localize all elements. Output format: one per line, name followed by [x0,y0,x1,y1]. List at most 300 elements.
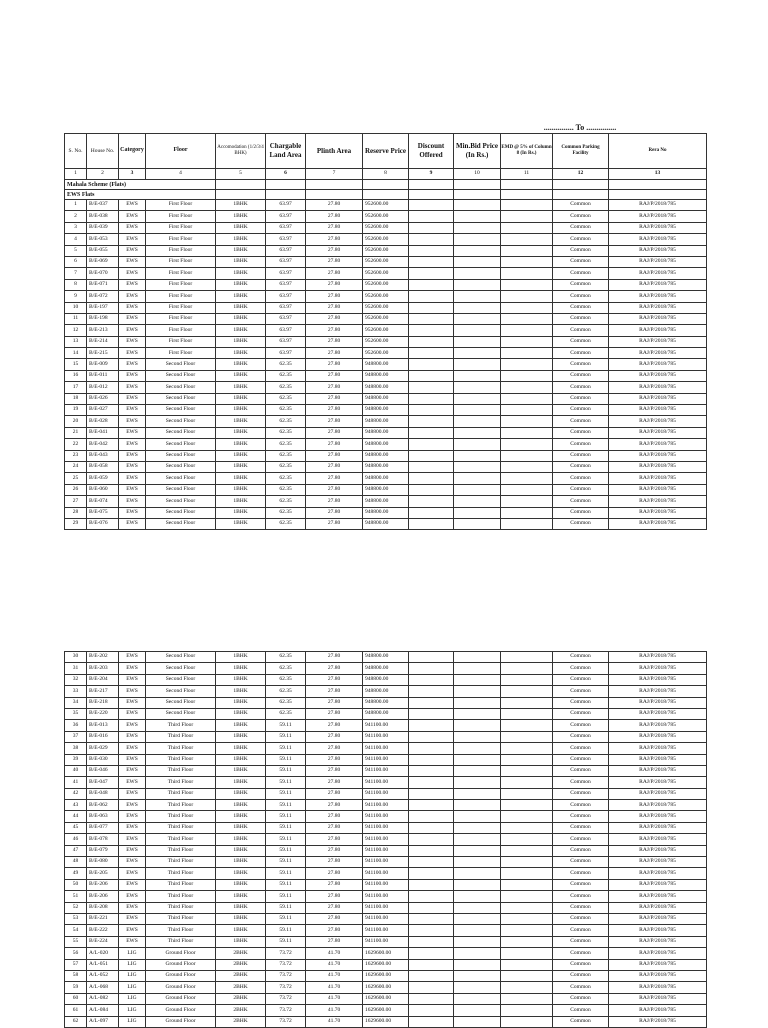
cell-emd [501,291,553,302]
cell-category: EWS [119,663,146,674]
cell-parking: Common [553,993,609,1004]
cell-plinth-area: 27.80 [306,313,363,324]
cell-min-bid [454,450,501,461]
cell-discount [409,211,454,222]
cell-floor: Third Floor [146,857,216,868]
cell-house-no: B/E-222 [87,925,119,936]
cell-accommodation: 2BHK [216,959,266,970]
cell-land-area: 62.35 [266,686,306,697]
cell-sno: 13 [65,336,87,347]
cell-rera-no: RAJ/P/2018/785 [609,211,707,222]
cell-reserve-price: 948800.00 [363,359,409,370]
cell-emd [501,879,553,890]
table-row [65,461,707,472]
cell-plinth-area: 27.80 [306,405,363,416]
cell-house-no: A/L-020 [87,948,119,959]
cell-house-no: B/E-012 [87,382,119,393]
cell-accommodation: 1BHK [216,822,266,833]
cell-plinth-area: 27.80 [306,245,363,256]
cell-accommodation: 1BHK [216,211,266,222]
cell-emd [501,393,553,404]
cell-min-bid [454,777,501,788]
cell-plinth-area: 27.80 [306,518,363,529]
cell-reserve-price: 941100.00 [363,743,409,754]
cell-floor: First Floor [146,279,216,290]
cell-reserve-price: 1629600.00 [363,982,409,993]
cell-reserve-price: 952600.00 [363,256,409,267]
cell-emd [501,948,553,959]
cell-category: EWS [119,336,146,347]
cell-rera-no: RAJ/P/2018/785 [609,359,707,370]
table-row [65,891,707,902]
cell-emd [501,811,553,822]
cell-accommodation: 1BHK [216,245,266,256]
cell-plinth-area: 41.70 [306,982,363,993]
cell-min-bid [454,496,501,507]
cell-plinth-area: 27.80 [306,393,363,404]
cell-min-bid [454,325,501,336]
cell-reserve-price: 941100.00 [363,902,409,913]
cell-rera-no: RAJ/P/2018/785 [609,800,707,811]
cell-emd [501,845,553,856]
cell-emd [501,370,553,381]
table-row [65,652,707,663]
cell-emd [501,765,553,776]
cell-parking: Common [553,879,609,890]
cell-land-area: 59.11 [266,834,306,845]
cell-reserve-price: 1629600.00 [363,1016,409,1027]
cell-discount [409,370,454,381]
cell-emd [501,461,553,472]
cell-category: EWS [119,222,146,233]
cell-floor: First Floor [146,348,216,359]
cell-min-bid [454,708,501,719]
cell-rera-no: RAJ/P/2018/785 [609,959,707,970]
cell-parking: Common [553,211,609,222]
cell-category: LIG [119,1005,146,1016]
cell-parking: Common [553,743,609,754]
cell-reserve-price: 1629600.00 [363,970,409,981]
cell-rera-no: RAJ/P/2018/785 [609,708,707,719]
cell-rera-no: RAJ/P/2018/785 [609,450,707,461]
cell-sno: 57 [65,959,87,970]
cell-floor: Third Floor [146,925,216,936]
cell-category: EWS [119,879,146,890]
cell-plinth-area: 41.70 [306,970,363,981]
cell-accommodation: 1BHK [216,325,266,336]
cell-rera-no: RAJ/P/2018/785 [609,822,707,833]
cell-floor: First Floor [146,336,216,347]
cell-accommodation: 2BHK [216,948,266,959]
cell-plinth-area: 27.80 [306,902,363,913]
cell-category: EWS [119,256,146,267]
cell-land-area: 59.11 [266,731,306,742]
cell-plinth-area: 41.70 [306,1005,363,1016]
table-row [65,777,707,788]
cell-plinth-area: 27.80 [306,652,363,663]
cell-accommodation: 1BHK [216,382,266,393]
cell-sno: 32 [65,674,87,685]
cell-discount [409,359,454,370]
cell-house-no: A/L-052 [87,970,119,981]
cell-land-area: 62.35 [266,359,306,370]
cell-rera-no: RAJ/P/2018/785 [609,948,707,959]
cell-parking: Common [553,439,609,450]
cell-emd [501,868,553,879]
cell-house-no: A/L-097 [87,1016,119,1027]
cell-house-no: A/L-082 [87,993,119,1004]
section-scheme-row [65,180,707,190]
cell-accommodation: 1BHK [216,868,266,879]
cell-rera-no: RAJ/P/2018/785 [609,765,707,776]
cell-category: EWS [119,811,146,822]
cell-sno: 31 [65,663,87,674]
cell-discount [409,788,454,799]
cell-land-area: 62.35 [266,439,306,450]
cell-emd [501,902,553,913]
table-row [65,948,707,959]
cell-reserve-price: 941100.00 [363,913,409,924]
cell-house-no: B/E-041 [87,427,119,438]
column-number-13: 13 [609,169,707,180]
cell-floor: Second Floor [146,674,216,685]
table-row [65,754,707,765]
cell-min-bid [454,765,501,776]
cell-parking: Common [553,416,609,427]
cell-min-bid [454,731,501,742]
cell-emd [501,754,553,765]
cell-land-area: 62.35 [266,427,306,438]
cell-reserve-price: 952600.00 [363,291,409,302]
cell-land-area: 59.11 [266,845,306,856]
cell-floor: Second Floor [146,405,216,416]
header-accommodation: Accomodation (1/2/3/4 BHK) [216,134,266,169]
cell-min-bid [454,518,501,529]
cell-house-no: B/E-026 [87,393,119,404]
cell-rera-no: RAJ/P/2018/785 [609,439,707,450]
cell-parking: Common [553,788,609,799]
cell-emd [501,743,553,754]
cell-parking: Common [553,868,609,879]
cell-rera-no: RAJ/P/2018/785 [609,686,707,697]
cell-emd [501,416,553,427]
cell-accommodation: 1BHK [216,743,266,754]
column-number-2: 2 [87,169,119,180]
cell-accommodation: 1BHK [216,925,266,936]
cell-min-bid [454,970,501,981]
cell-category: EWS [119,313,146,324]
cell-emd [501,708,553,719]
cell-sno: 58 [65,970,87,981]
cell-discount [409,925,454,936]
cell-discount [409,765,454,776]
cell-house-no: B/E-078 [87,834,119,845]
cell-min-bid [454,925,501,936]
cell-category: EWS [119,686,146,697]
cell-rera-no: RAJ/P/2018/785 [609,405,707,416]
cell-category: EWS [119,211,146,222]
cell-land-area: 62.35 [266,450,306,461]
cell-parking: Common [553,393,609,404]
cell-sno: 50 [65,879,87,890]
cell-floor: Third Floor [146,765,216,776]
cell-parking: Common [553,256,609,267]
cell-house-no: B/E-076 [87,518,119,529]
cell-rera-no: RAJ/P/2018/785 [609,879,707,890]
cell-rera-no: RAJ/P/2018/785 [609,256,707,267]
cell-discount [409,416,454,427]
cell-parking: Common [553,291,609,302]
cell-plinth-area: 27.80 [306,279,363,290]
cell-parking: Common [553,325,609,336]
cell-floor: Third Floor [146,731,216,742]
cell-min-bid [454,427,501,438]
table-row [65,743,707,754]
cell-sno: 43 [65,800,87,811]
column-number-3: 3 [119,169,146,180]
cell-rera-no: RAJ/P/2018/785 [609,811,707,822]
table-row [65,720,707,731]
table-row [65,382,707,393]
cell-plinth-area: 27.80 [306,325,363,336]
cell-rera-no: RAJ/P/2018/785 [609,291,707,302]
cell-plinth-area: 27.80 [306,708,363,719]
cell-house-no: B/E-071 [87,279,119,290]
cell-land-area: 59.11 [266,777,306,788]
cell-reserve-price: 941100.00 [363,925,409,936]
cell-reserve-price: 952600.00 [363,200,409,211]
cell-accommodation: 1BHK [216,393,266,404]
cell-rera-no: RAJ/P/2018/785 [609,845,707,856]
cell-house-no: B/E-075 [87,507,119,518]
cell-emd [501,663,553,674]
cell-plinth-area: 27.80 [306,222,363,233]
cell-reserve-price: 948800.00 [363,674,409,685]
cell-land-area: 59.11 [266,743,306,754]
cell-house-no: B/E-077 [87,822,119,833]
cell-reserve-price: 941100.00 [363,788,409,799]
cell-reserve-price: 941100.00 [363,765,409,776]
cell-floor: First Floor [146,268,216,279]
column-number-5: 5 [216,169,266,180]
cell-discount [409,891,454,902]
cell-house-no: B/E-204 [87,674,119,685]
cell-reserve-price: 948800.00 [363,686,409,697]
cell-floor: Second Floor [146,416,216,427]
cell-category: EWS [119,291,146,302]
cell-sno: 41 [65,777,87,788]
cell-emd [501,439,553,450]
cell-house-no: B/E-217 [87,686,119,697]
table-row [65,393,707,404]
cell-plinth-area: 27.80 [306,686,363,697]
cell-parking: Common [553,925,609,936]
table-row [65,936,707,947]
cell-rera-no: RAJ/P/2018/785 [609,325,707,336]
cell-discount [409,686,454,697]
cell-plinth-area: 27.80 [306,473,363,484]
cell-sno: 8 [65,279,87,290]
cell-land-area: 62.35 [266,416,306,427]
cell-land-area: 59.11 [266,822,306,833]
cell-sno: 16 [65,370,87,381]
cell-category: EWS [119,731,146,742]
table-row [65,925,707,936]
cell-category: EWS [119,382,146,393]
cell-category: EWS [119,245,146,256]
table-row [65,1005,707,1016]
cell-floor: Second Floor [146,708,216,719]
cell-parking: Common [553,959,609,970]
cell-rera-no: RAJ/P/2018/785 [609,313,707,324]
cell-land-area: 59.11 [266,902,306,913]
cell-land-area: 73.72 [266,982,306,993]
cell-accommodation: 1BHK [216,370,266,381]
cell-min-bid [454,743,501,754]
cell-accommodation: 1BHK [216,891,266,902]
cell-sno: 33 [65,686,87,697]
cell-reserve-price: 941100.00 [363,936,409,947]
table-row [65,370,707,381]
cell-min-bid [454,982,501,993]
cell-reserve-price: 948800.00 [363,473,409,484]
cell-floor: Third Floor [146,891,216,902]
cell-floor: First Floor [146,245,216,256]
cell-accommodation: 2BHK [216,970,266,981]
cell-discount [409,936,454,947]
cell-discount [409,663,454,674]
cell-floor: Third Floor [146,822,216,833]
cell-parking: Common [553,777,609,788]
cell-emd [501,925,553,936]
cell-house-no: B/E-072 [87,291,119,302]
table-row [65,427,707,438]
cell-category: EWS [119,405,146,416]
cell-land-area: 62.35 [266,652,306,663]
cell-discount [409,291,454,302]
cell-reserve-price: 952600.00 [363,325,409,336]
table-row [65,473,707,484]
cell-min-bid [454,359,501,370]
cell-emd [501,279,553,290]
cell-land-area: 63.97 [266,200,306,211]
cell-sno: 11 [65,313,87,324]
cell-house-no: A/L-051 [87,959,119,970]
cell-reserve-price: 948800.00 [363,439,409,450]
table-row [65,336,707,347]
cell-land-area: 59.11 [266,891,306,902]
cell-floor: First Floor [146,302,216,313]
cell-plinth-area: 27.80 [306,211,363,222]
cell-house-no: B/E-047 [87,777,119,788]
cell-accommodation: 1BHK [216,222,266,233]
cell-land-area: 73.72 [266,970,306,981]
cell-plinth-area: 27.80 [306,450,363,461]
cell-floor: Third Floor [146,902,216,913]
cell-min-bid [454,291,501,302]
cell-discount [409,245,454,256]
cell-emd [501,936,553,947]
cell-rera-no: RAJ/P/2018/785 [609,936,707,947]
table-row [65,359,707,370]
cell-discount [409,439,454,450]
cell-rera-no: RAJ/P/2018/785 [609,234,707,245]
cell-accommodation: 1BHK [216,879,266,890]
cell-sno: 18 [65,393,87,404]
cell-plinth-area: 27.80 [306,788,363,799]
cell-accommodation: 1BHK [216,416,266,427]
cell-accommodation: 1BHK [216,291,266,302]
cell-floor: Second Floor [146,663,216,674]
cell-floor: Second Floor [146,359,216,370]
table-row [65,302,707,313]
cell-sno: 6 [65,256,87,267]
cell-parking: Common [553,811,609,822]
cell-floor: Second Floor [146,393,216,404]
cell-discount [409,382,454,393]
cell-floor: First Floor [146,291,216,302]
cell-plinth-area: 27.80 [306,754,363,765]
table-row [65,416,707,427]
cell-land-area: 73.72 [266,1016,306,1027]
cell-house-no: B/E-028 [87,416,119,427]
cell-min-bid [454,800,501,811]
cell-emd [501,959,553,970]
cell-parking: Common [553,891,609,902]
cell-reserve-price: 948800.00 [363,708,409,719]
cell-discount [409,256,454,267]
table-row [65,518,707,529]
cell-min-bid [454,268,501,279]
cell-sno: 45 [65,822,87,833]
cell-land-area: 59.11 [266,720,306,731]
cell-parking: Common [553,473,609,484]
cell-house-no: B/E-042 [87,439,119,450]
cell-accommodation: 1BHK [216,845,266,856]
cell-rera-no: RAJ/P/2018/785 [609,1016,707,1027]
cell-discount [409,834,454,845]
cell-accommodation: 2BHK [216,1005,266,1016]
cell-floor: First Floor [146,234,216,245]
cell-min-bid [454,845,501,856]
cell-rera-no: RAJ/P/2018/785 [609,336,707,347]
cell-min-bid [454,222,501,233]
cell-land-area: 62.35 [266,507,306,518]
cell-floor: Second Floor [146,450,216,461]
cell-floor: Second Floor [146,496,216,507]
cell-min-bid [454,370,501,381]
cell-floor: Second Floor [146,697,216,708]
table-row [65,663,707,674]
cell-category: EWS [119,302,146,313]
cell-rera-no: RAJ/P/2018/785 [609,222,707,233]
cell-house-no: B/E-208 [87,902,119,913]
header-discount-offered: Discount Offered [409,134,454,169]
cell-land-area: 62.35 [266,382,306,393]
cell-category: EWS [119,777,146,788]
cell-emd [501,777,553,788]
cell-parking: Common [553,765,609,776]
cell-floor: First Floor [146,313,216,324]
table-row [65,902,707,913]
cell-emd [501,405,553,416]
cell-category: LIG [119,959,146,970]
cell-rera-no: RAJ/P/2018/785 [609,245,707,256]
cell-rera-no: RAJ/P/2018/785 [609,925,707,936]
table-row [65,348,707,359]
table-row [65,450,707,461]
cell-accommodation: 1BHK [216,708,266,719]
